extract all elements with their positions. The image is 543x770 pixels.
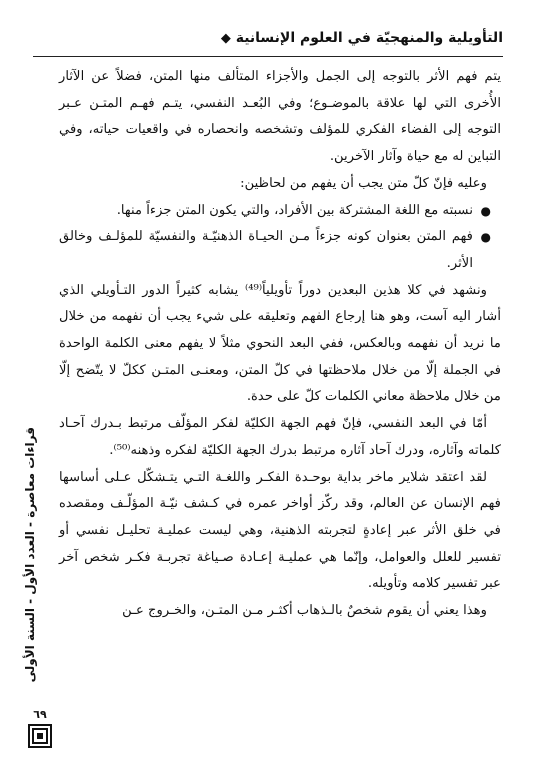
paragraph: ونشهد في كلا هذين البعدين دوراً تأويلياً⁽⁴⁹⁾ يشابه كثيراً الدور التـأويلي الذي أشار اليه آست، وهو هنا إرجاع الفهم وتعليقه على شيء يجب أن نفهمه من خلال ما نريد أن نفهمه وبالعكس، ففي البعد النحوي مثلاً لا يفهم معنى الكلمة الواحدة في الجملة إلّا من خلال ملاحظتها في كلّ المتن، ومعنـى المتـن ككلّ لا يتّضح إلّا من خلال ملاحظة معاني الكلمات كلّ على حدة.: [59, 282, 501, 405]
diamond-icon: ◆: [220, 31, 231, 46]
paragraph: يتم فهم الأثر بالتوجه إلى الجمل والأجزاء المتألف منها المتن، فضلاً عن الآثار الأُخرى التي لها علاقة بالموضـوع؛ وفي البُعـد النفسي، يتـم فهـم المتـن عـبر التوجه إلى الفضاء الفكري للمؤلف وتشخصه وانحصاره في واقعيات حياته، وفي التباين له مع حياة وآثار الآخرين.: [59, 69, 501, 165]
paragraph: وهذا يعني أن يقوم شخصٌ بالـذهاب أكثـر مـن المتـن، والخـروج عـن: [122, 603, 487, 619]
header-title-text: التأويلية والمنهجيّة في العلوم الإنسانية: [235, 30, 503, 46]
journal-side-text: قراءات معاصرة - العدد الأول - السنة الأولى: [23, 427, 37, 683]
journal-side-label: [16, 400, 44, 710]
bullet-icon: ●: [480, 203, 491, 218]
running-header: [33, 30, 503, 46]
bullet-item: [59, 224, 501, 277]
paragraph: وعليه فإنّ كلّ متن يجب أن يفهم من لحاظين:: [240, 175, 487, 191]
journal-logo-icon: [28, 724, 52, 748]
bullet-item: [59, 198, 501, 225]
bullet-icon: ●: [480, 230, 491, 245]
main-body-text: [59, 64, 501, 625]
bullet-text: نسبته مع اللغة المشتركة بين الأفراد، والتي يكون المتن جزءاً منها.: [116, 202, 473, 218]
page-number: ٦٩: [33, 708, 47, 721]
header-divider: [33, 56, 503, 57]
paragraph: لقد اعتقد شلاير ماخر بداية بوحـدة الفكـر واللغـة التـي يتـشكّل عـلى أساسها فهم الإنسان عن العالم، وقد ركّز أواخر عمره في كـشف نيّـة المؤلّـف ومقصده في خلق الأثر عبر إعادةٍ لتجربته الذهنية، وهي ليست عمليـة تحليـل نفسي أو تفسير للعلل والعوامل، وإنّما هي عمليـة إعـادة صـياغة تجربـة فكـر شخص آخر عبر تفسير كلامه وتأويله.: [59, 469, 501, 592]
paragraph: أمّا في البعد النفسي، فإنّ فهم الجهة الكليّة لفكر المؤلّف مرتبط بـدرك آحـاد كلماته وآثاره، ودرك آحاد آثاره مرتبط بدرك الجهة الكليّة لفكره وذهنه⁽⁵⁰⁾.: [59, 416, 501, 458]
bullet-text: فهم المتن بعنوان كونه جزءاً مـن الحيـاة الذهنيّـة والنفسيّة للمؤلـف وخالق الأثر.: [59, 229, 473, 271]
